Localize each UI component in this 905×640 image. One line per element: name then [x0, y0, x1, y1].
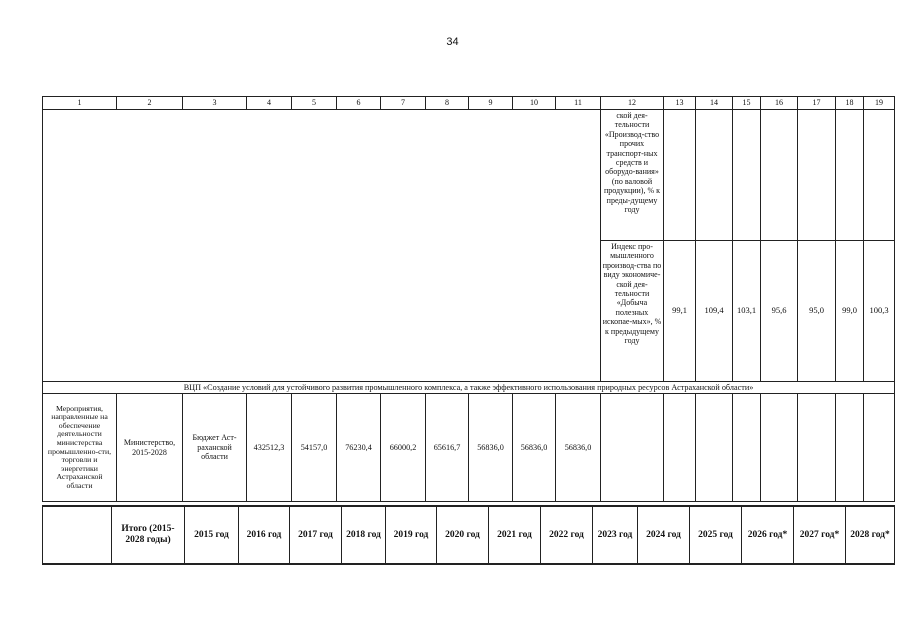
years-cell: 2022 год	[541, 506, 593, 564]
funding-value: 65616,7	[426, 394, 469, 502]
column-number: 3	[183, 97, 247, 110]
column-number: 17	[798, 97, 836, 110]
years-cell: 2025 год	[690, 506, 742, 564]
indicator-value: 103,1	[733, 241, 761, 382]
indicator-value	[761, 110, 798, 241]
indicator-value	[836, 110, 864, 241]
years-header-table	[42, 505, 895, 565]
indicator-value	[733, 110, 761, 241]
indicator-value: 99,1	[664, 241, 696, 382]
funding-value: 56836,0	[513, 394, 556, 502]
years-cell: 2021 год	[489, 506, 541, 564]
column-number: 2	[117, 97, 183, 110]
column-number: 16	[761, 97, 798, 110]
indicator-value: 95,6	[761, 241, 798, 382]
funding-source: Бюджет Аст-раханской области	[183, 394, 247, 502]
indicator-row	[43, 110, 895, 241]
indicator-value	[664, 110, 696, 241]
column-number: 14	[696, 97, 733, 110]
program-table	[42, 96, 895, 502]
years-cell: 2020 год	[437, 506, 489, 564]
indicator-value	[798, 110, 836, 241]
indicator-value	[696, 110, 733, 241]
years-cell: 2023 год	[593, 506, 638, 564]
empty-cell	[664, 394, 696, 502]
column-number: 15	[733, 97, 761, 110]
page-number: 34	[446, 36, 459, 48]
years-cell: 2018 год	[342, 506, 386, 564]
column-number: 5	[292, 97, 337, 110]
years-cell: 2027 год*	[794, 506, 846, 564]
indicator-value: 100,3	[864, 241, 895, 382]
column-number: 12	[601, 97, 664, 110]
column-number: 11	[556, 97, 601, 110]
column-number: 4	[247, 97, 292, 110]
funding-value: 56836,0	[469, 394, 513, 502]
column-number: 13	[664, 97, 696, 110]
years-cell: Итого (2015-2028 годы)	[112, 506, 185, 564]
column-number: 7	[381, 97, 426, 110]
empty-cell	[864, 394, 895, 502]
column-number: 1	[43, 97, 117, 110]
program-title-row	[43, 382, 895, 394]
years-cell: 2024 год	[638, 506, 690, 564]
empty-cell	[836, 394, 864, 502]
indicator-name: Индекс про-мышленного производ-ства по виду экономиче-ской дея-тельности «Добыча полезных ископае-мых», % к предыдущему году	[601, 241, 664, 382]
indicator-value: 95,0	[798, 241, 836, 382]
years-cell: 2028 год*	[846, 506, 895, 564]
years-cell: 2017 год	[290, 506, 342, 564]
column-number-row	[43, 97, 895, 110]
empty-cell	[696, 394, 733, 502]
funding-value: 56836,0	[556, 394, 601, 502]
column-number: 8	[426, 97, 469, 110]
empty-cell	[761, 394, 798, 502]
funding-value: 432512,3	[247, 394, 292, 502]
measure-executor: Министерство, 2015-2028	[117, 394, 183, 502]
empty-cell	[798, 394, 836, 502]
empty-merged-cell	[43, 110, 601, 382]
years-cell	[43, 506, 112, 564]
years-cell: 2019 год	[386, 506, 437, 564]
column-number: 18	[836, 97, 864, 110]
column-number: 9	[469, 97, 513, 110]
program-title: ВЦП «Создание условий для устойчивого развития промышленного комплекса, а также эффективного использования природных ресурсов Астраханской области»	[43, 382, 895, 394]
years-cell: 2026 год*	[742, 506, 794, 564]
empty-cell	[733, 394, 761, 502]
indicator-value: 99,0	[836, 241, 864, 382]
indicator-value	[864, 110, 895, 241]
indicator-value: 109,4	[696, 241, 733, 382]
empty-cell	[601, 394, 664, 502]
years-row	[43, 506, 895, 564]
funding-value: 54157,0	[292, 394, 337, 502]
measure-row	[43, 394, 895, 502]
funding-value: 66000,2	[381, 394, 426, 502]
funding-value: 76230,4	[337, 394, 381, 502]
column-number: 19	[864, 97, 895, 110]
column-number: 6	[337, 97, 381, 110]
years-cell: 2016 год	[239, 506, 290, 564]
column-number: 10	[513, 97, 556, 110]
measure-name: Мероприятия, направленные на обеспечение деятельности министерства промышленно-сти, торговли и энергетики Астраханской области	[43, 394, 117, 502]
indicator-name: ской дея-тельности «Производ-ство прочих транспорт-ных средств и оборудо-вания» (по валовой продукции), % к преды-дущему году	[601, 110, 664, 241]
years-cell: 2015 год	[185, 506, 239, 564]
